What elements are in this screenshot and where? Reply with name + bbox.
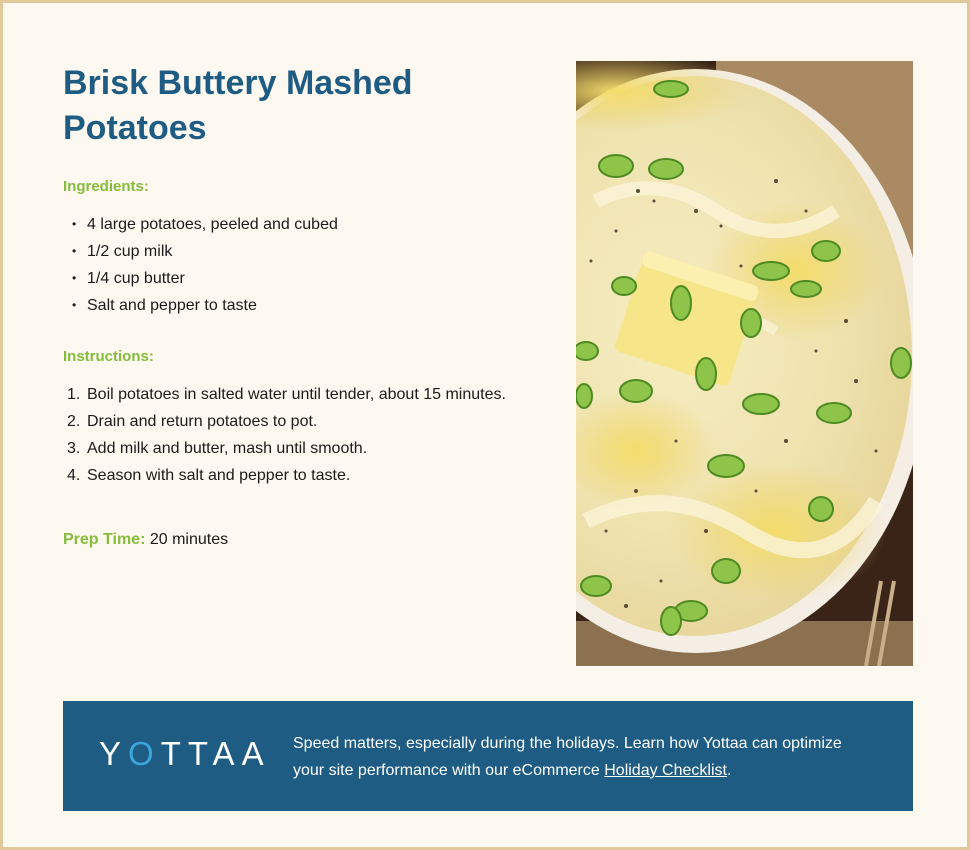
step-text: Add milk and butter, mash until smooth.	[87, 440, 368, 457]
instructions-list	[63, 381, 523, 489]
logo-letters-rest: TTAA	[160, 735, 271, 772]
prep-time-value: 20 minutes	[149, 531, 229, 548]
mashed-potatoes-photo	[576, 61, 913, 666]
ingredient-item: • 1/2 cup milk	[63, 238, 533, 265]
recipe-title: Brisk Buttery Mashed Potatoes	[63, 64, 413, 147]
prep-time-label: Prep Time:	[63, 531, 146, 548]
step-number: 2.	[67, 413, 81, 430]
step-number: 4.	[67, 467, 81, 484]
instruction-step	[63, 408, 523, 435]
logo-letter-o: O	[128, 735, 161, 772]
instruction-step	[63, 381, 523, 408]
step-number: 1.	[67, 386, 81, 403]
prep-time	[63, 526, 228, 553]
step-text: Drain and return potatoes to pot.	[87, 413, 318, 430]
step-text: Boil potatoes in salted water until tender, about 15 minutes.	[87, 386, 506, 403]
ingredient-item: • 4 large potatoes, peeled and cubed	[63, 211, 533, 238]
step-number: 3.	[67, 440, 81, 457]
instructions-heading: Instructions:	[63, 348, 154, 365]
ingredients-heading: Ingredients:	[63, 178, 149, 195]
banner-text-after: .	[726, 762, 732, 779]
ingredient-item: • Salt and pepper to taste	[63, 292, 533, 319]
instruction-step	[63, 462, 523, 489]
step-text: Season with salt and pepper to taste.	[87, 467, 351, 484]
banner-message	[293, 730, 873, 784]
instruction-step	[63, 435, 523, 462]
banner-text-before: Speed matters, especially during the holidays. Learn how Yottaa can optimize your site performance with our eCommerce	[293, 735, 842, 779]
yottaa-logo[interactable]	[99, 734, 271, 774]
logo-letter-y: Y	[99, 735, 129, 772]
ingredients-list	[63, 211, 533, 319]
holiday-checklist-link[interactable]: Holiday Checklist	[604, 762, 727, 779]
ingredient-item: • 1/4 cup butter	[63, 265, 533, 292]
